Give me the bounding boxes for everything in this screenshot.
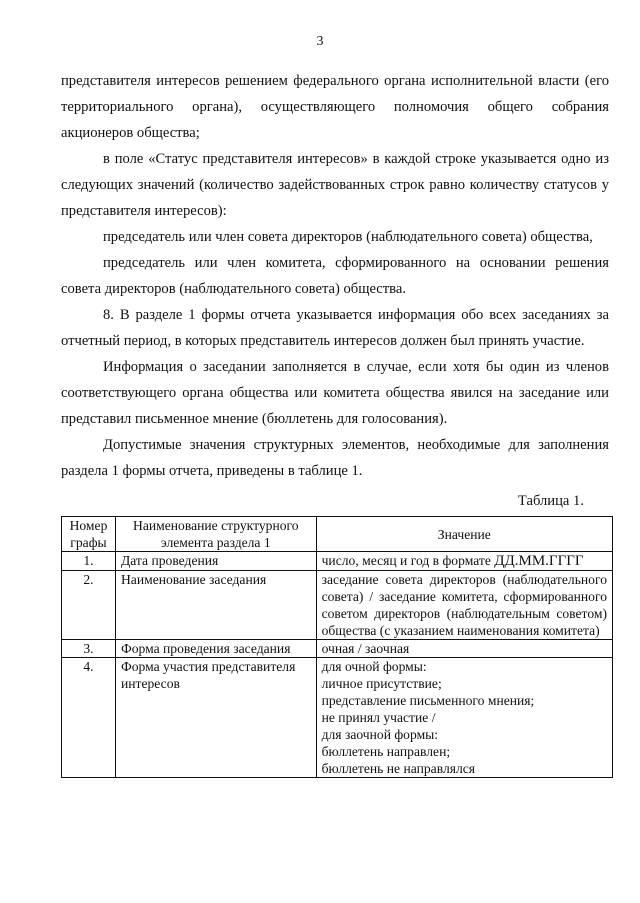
row-name: Дата проведения bbox=[115, 552, 316, 571]
paragraph-5: 8. В разделе 1 формы отчета указывается информация обо всех заседаниях за отчетный период, в которых представитель интересов должен был принять участие. bbox=[61, 307, 609, 349]
value-line: представление письменного мнения; bbox=[321, 693, 535, 708]
paragraph-1: представителя интересов решением федерального органа исполнительной власти (его территориального органа), осуществляющего полномочия общего собрания акционеров общества; bbox=[61, 73, 609, 141]
paragraph-4: председатель или член комитета, сформированного на основании решения совета директоров (наблюдательного совета) общества. bbox=[61, 255, 609, 297]
row-number: 2. bbox=[62, 571, 116, 640]
table-row bbox=[62, 658, 613, 778]
row-value: очная / заочная bbox=[316, 640, 612, 658]
value-line: бюллетень направлен; bbox=[321, 744, 451, 759]
value-prefix: число, месяц и год в формате bbox=[321, 553, 495, 568]
page-number: 3 bbox=[316, 34, 324, 49]
row-name: Форма участия представителя интересов bbox=[115, 658, 316, 778]
table-row bbox=[62, 571, 613, 640]
value-line: для заочной формы: bbox=[321, 727, 439, 742]
header-value: Значение bbox=[316, 517, 612, 552]
header-number: Номер графы bbox=[62, 517, 116, 552]
row-value bbox=[316, 658, 612, 778]
paragraph-7: Допустимые значения структурных элементов, необходимые для заполнения раздела 1 формы отчета, приведены в таблице 1. bbox=[61, 437, 609, 479]
paragraph-6: Информация о заседании заполняется в случае, если хотя бы один из членов соответствующего органа общества или комитета общества явился на заседание или представил письменное мнение (бюллетень для голосования). bbox=[61, 359, 609, 427]
value-format: ДД.ММ.ГГГГ bbox=[494, 553, 584, 569]
paragraph-2: в поле «Статус представителя интересов» в каждой строке указывается одно из следующих значений (количество задействованных строк равно количеству статусов у представителя интересов): bbox=[61, 151, 609, 219]
header-name: Наименование структурного элемента раздела 1 bbox=[115, 517, 316, 552]
table-row bbox=[62, 640, 613, 658]
row-number: 1. bbox=[62, 552, 116, 571]
row-value: заседание совета директоров (наблюдательного совета) / заседание комитета, сформированного советом директоров (наблюдательным советом) общества (с указанием наименования комитета) bbox=[316, 571, 612, 640]
row-name: Наименование заседания bbox=[115, 571, 316, 640]
row-number: 4. bbox=[62, 658, 116, 778]
value-line: для очной формы: bbox=[321, 659, 427, 674]
body-text bbox=[61, 68, 609, 484]
row-name: Форма проведения заседания bbox=[115, 640, 316, 658]
value-line: не принял участие / bbox=[321, 710, 436, 725]
value-line: личное присутствие; bbox=[321, 676, 442, 691]
table-caption: Таблица 1. bbox=[517, 493, 584, 509]
row-number: 3. bbox=[62, 640, 116, 658]
table-row bbox=[62, 552, 613, 571]
value-line: бюллетень не направлялся bbox=[321, 761, 476, 776]
paragraph-3: председатель или член совета директоров (наблюдательного совета) общества, bbox=[103, 229, 593, 245]
table-header-row bbox=[62, 517, 613, 552]
row-value bbox=[316, 552, 612, 571]
structure-table bbox=[61, 516, 613, 778]
